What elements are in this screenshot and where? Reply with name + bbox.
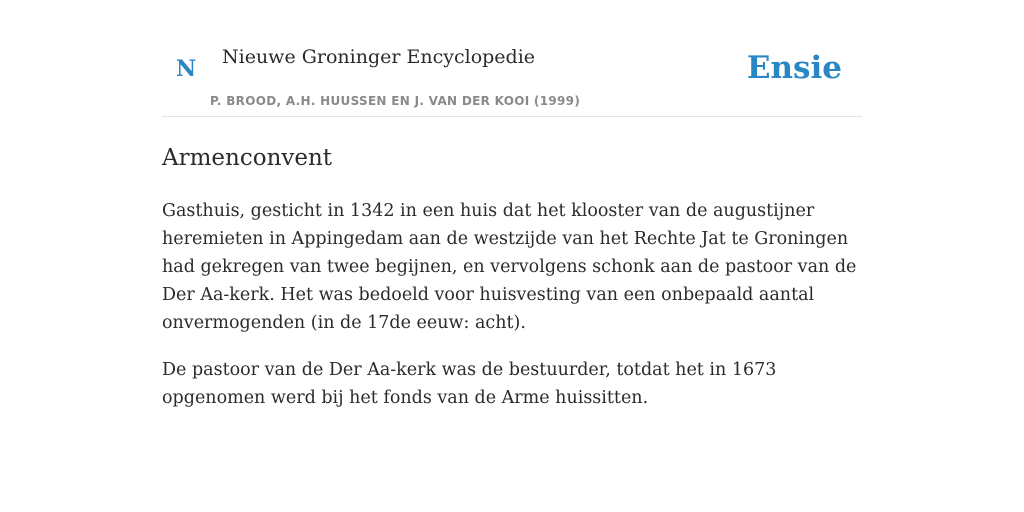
source-title-link[interactable]: Nieuwe Groninger Encyclopedie [222,46,536,68]
entry-paragraph: Gasthuis, gesticht in 1342 in een huis dat het klooster van de augustijner heremieten in Appingedam aan de westzijde van het Rechte Jat te Groningen had gekregen van twee begijnen, en vervolgens schonk aan de pastoor van de Der Aa-kerk. Het was bedoeld voor huisvesting van een onbepaald aantal onvermogenden (in de 17de eeuw: acht). [162,201,857,333]
page-container [162,0,862,412]
source-header [162,0,862,117]
entry-paragraph: De pastoor van de Der Aa-kerk was de bestuurder, totdat het in 1673 opgenomen werd bij het fonds van de Arme huissitten. [162,360,777,408]
source-authors: P. BROOD, A.H. HUUSSEN EN J. VAN DER KOOI (1999) [210,94,581,108]
entry-body [162,197,862,412]
source-logo[interactable]: N [176,56,197,82]
ensie-brand-logo[interactable]: Ensie [746,50,842,86]
entry-title: Armenconvent [162,145,333,171]
